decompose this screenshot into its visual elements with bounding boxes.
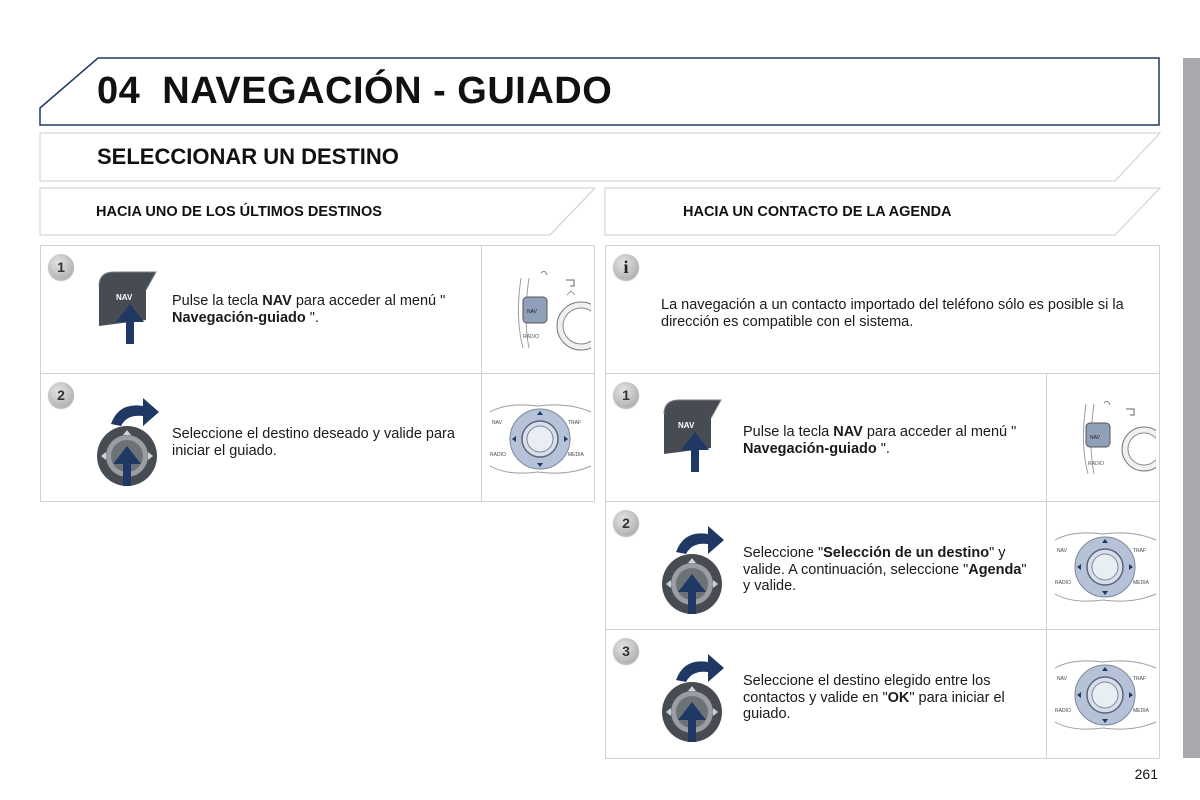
- info-icon: i: [613, 254, 639, 280]
- right-info-panel: [605, 245, 1160, 374]
- right-step-1-text: Pulse la tecla NAV para acceder al menú " Navegación-guiado ".: [743, 424, 1017, 457]
- nav-key-label: NAV: [678, 421, 695, 430]
- chapter-title: NAVEGACIÓN - GUIADO: [162, 70, 613, 112]
- section-title: SELECCIONAR UN DESTINO: [97, 144, 399, 169]
- svg-text:RADIO: RADIO: [490, 452, 506, 458]
- info-text: La navegación a un contacto importado del teléfono sólo es posible si la dirección es compatible con el sistema.: [661, 297, 1124, 330]
- nav-button-press-icon: [661, 396, 731, 474]
- right-column-title: HACIA UN CONTACTO DE LA AGENDA: [683, 204, 952, 220]
- step-badge: 2: [48, 382, 74, 408]
- svg-text:NAV: NAV: [1057, 548, 1067, 554]
- left-step-1-text: Pulse la tecla NAV para acceder al menú " Navegación-guiado ".: [172, 293, 446, 326]
- left-step-1: [40, 245, 595, 374]
- svg-text:TRAF: TRAF: [1133, 548, 1147, 554]
- right-step-2: [605, 501, 1160, 630]
- nav-button-press-icon: [96, 268, 166, 346]
- svg-text:MEDIA: MEDIA: [1133, 580, 1149, 586]
- left-column-title: HACIA UNO DE LOS ÚLTIMOS DESTINOS: [96, 204, 382, 220]
- rotary-knob-press-icon: [658, 518, 738, 618]
- rotary-control-illustration: [1053, 530, 1158, 605]
- right-step-2-text: Seleccione "Selección de un destino" y valide. A continuación, seleccione "Agenda" y valide.: [743, 545, 1027, 594]
- chapter-number: 04: [97, 70, 141, 112]
- svg-text:NAV: NAV: [527, 309, 537, 315]
- svg-text:TRAF: TRAF: [568, 420, 582, 426]
- side-tab: [1183, 58, 1200, 758]
- left-step-2-text: Seleccione el destino deseado y valide para iniciar el guiado.: [172, 426, 455, 459]
- rotary-knob-press-icon: [658, 646, 738, 746]
- rotary-control-illustration: [488, 402, 593, 477]
- rotary-control-illustration: [1053, 658, 1158, 733]
- svg-text:NAV: NAV: [1057, 676, 1067, 682]
- svg-text:TRAF: TRAF: [1133, 676, 1147, 682]
- page-number: 261: [1134, 766, 1158, 782]
- left-step-2: [40, 373, 595, 502]
- dashboard-nav-illustration: [1076, 399, 1156, 479]
- right-step-1: [605, 373, 1160, 502]
- svg-text:NAV: NAV: [1090, 435, 1100, 441]
- step-badge: 1: [48, 254, 74, 280]
- right-step-3-text: Seleccione el destino elegido entre los contactos y valide en "OK" para iniciar el guiado.: [743, 673, 1005, 722]
- step-badge: 3: [613, 638, 639, 664]
- svg-text:RADIO: RADIO: [523, 334, 539, 340]
- step-badge: 1: [613, 382, 639, 408]
- chapter-heading: [97, 70, 612, 113]
- right-step-3: [605, 629, 1160, 759]
- svg-text:RADIO: RADIO: [1088, 461, 1104, 467]
- svg-text:MEDIA: MEDIA: [568, 452, 584, 458]
- svg-text:RADIO: RADIO: [1055, 580, 1071, 586]
- svg-text:MEDIA: MEDIA: [1133, 708, 1149, 714]
- svg-text:RADIO: RADIO: [1055, 708, 1071, 714]
- rotary-knob-press-icon: [93, 390, 173, 490]
- dashboard-nav-illustration: [511, 268, 591, 353]
- step-badge: 2: [613, 510, 639, 536]
- nav-key-label: NAV: [116, 293, 133, 302]
- svg-text:NAV: NAV: [492, 420, 502, 426]
